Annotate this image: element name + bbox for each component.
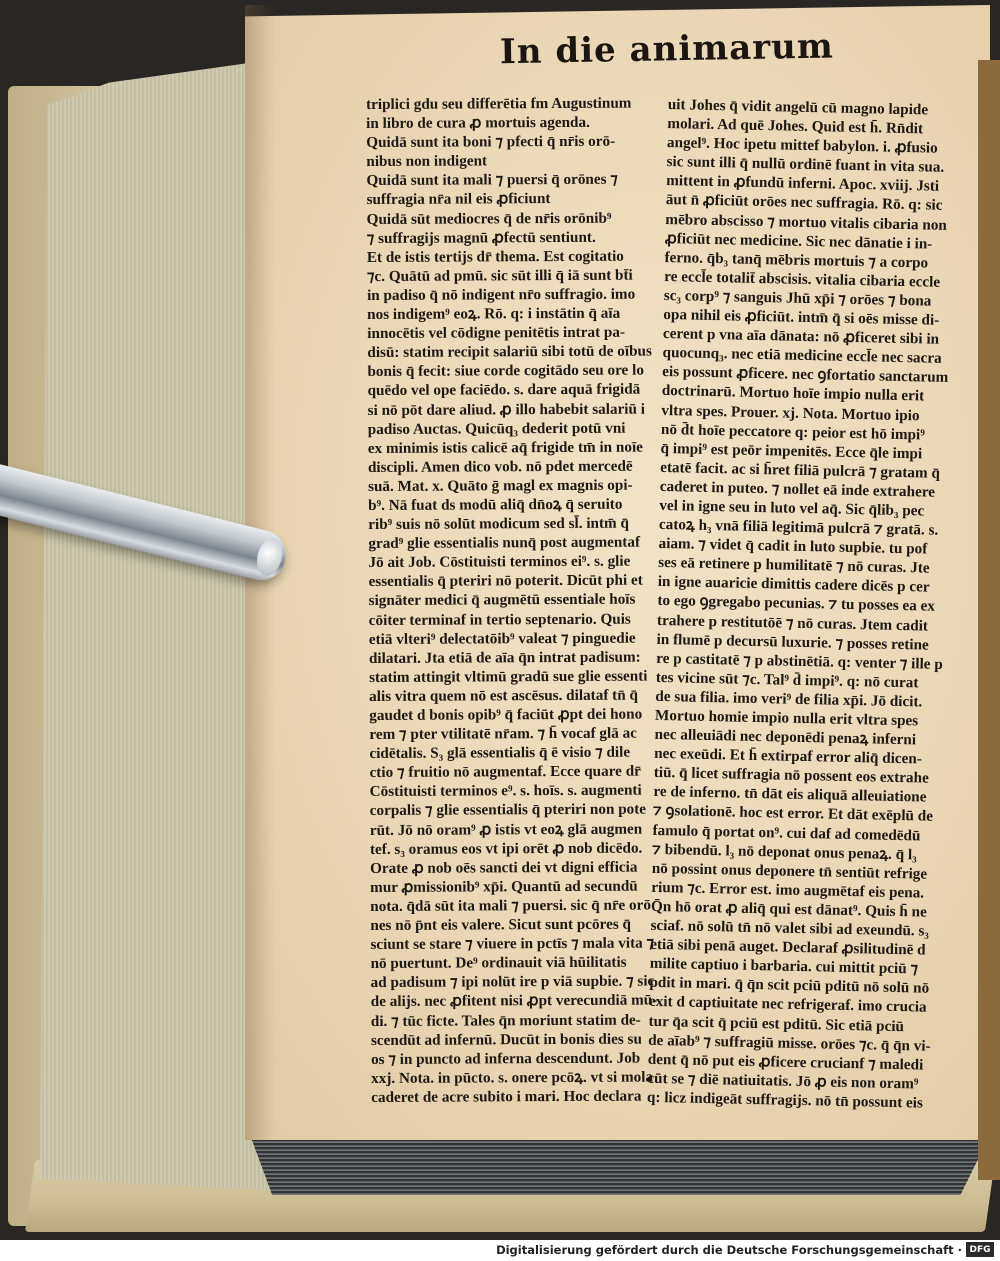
text-line: corpalis ⁊ glie essentialis q̄ pteriri non pote bbox=[369, 801, 647, 820]
text-line: exit d captiuitate nec refrigeraf. imo crucia bbox=[648, 993, 927, 1017]
text-line: sc₃ corp⁹ ⁊ sanguis Jhū xp̄i ⁊ orōes ⁊ bona bbox=[663, 286, 932, 310]
text-line: in igne auaricie dimittis cadere dicēs p cer bbox=[657, 573, 930, 596]
dfg-logo: DFG bbox=[966, 1242, 994, 1257]
text-line: xxj. Nota. in pūcto. s. onere pcōꝝ. vt si mola bbox=[371, 1068, 654, 1087]
text-line: sciunt se stare ⁊ viuere in pctīs ⁊ mala vita ⁊ bbox=[370, 934, 655, 954]
text-line: ⁊ ꝯsolationē. hoc est error. Et dāt exēplū de bbox=[652, 802, 934, 826]
text-line: ⁊ suffragijs magnū ꝓfectū sentiunt. bbox=[366, 228, 596, 247]
text-line: grad⁹ glie essentialis nunq̄ post augmentaf bbox=[368, 533, 641, 553]
text-line: tes vicine sūt ⁊c. Tal⁹ d̄ impi⁹. q: nō curat bbox=[655, 668, 919, 692]
text-line: quēdo vel ope faciēdo. s. dare aquā frigidā bbox=[367, 380, 641, 400]
text-line: dilatari. Jta etiā de aīa q̄n intrat padisum: bbox=[368, 648, 641, 667]
text-line: ses eā retinere p humilitatē ⁊ nō curas. Jte bbox=[658, 554, 930, 577]
text-line: nes nō p̄nt eis valere. Sicut sunt pcōres q̄ bbox=[370, 915, 631, 935]
text-line: nec alleuiādi nec deponēdi penaꝝ inferni bbox=[654, 725, 917, 749]
text-line: q̄ impi⁹ est peōr impenitēs. Ecce q̄le impi bbox=[660, 439, 923, 463]
text-line: mur ꝓmissionib⁹ xp̄i. Quantū ad secundū bbox=[370, 877, 638, 896]
text-line: opa nihil eis ꝓficiūt. intm̄ q̄ si oēs misse di- bbox=[663, 305, 940, 329]
text-line: in libro de cura ꝓ mortuis agenda. bbox=[366, 113, 590, 133]
text-line: ꝓficiūt nec medicine. Sic nec dānatie i in- bbox=[664, 229, 933, 253]
text-line: scendūt ad infernū. Ducūt in bonis dies su bbox=[370, 1030, 642, 1049]
text-line: ⁊c. Quātū ad pmū. sic sūt illi q̄ iā sunt bt̄i bbox=[366, 266, 633, 285]
facing-page-edge bbox=[978, 60, 1000, 1180]
text-line: quocunq₃. nec etiā medicine eccl̄e nec sacra bbox=[662, 344, 942, 368]
text-line: si nō pōt dare aliud. ꝓ illo habebit salariū i bbox=[367, 400, 646, 419]
text-line: signāter medici q̄ augmētū essentiale hoīs bbox=[368, 591, 636, 610]
running-header: In die animarum bbox=[499, 26, 835, 73]
funding-credit: Digitalisierung gefördert durch die Deutsche Forschungsgemeinschaft · bbox=[496, 1243, 962, 1257]
text-line: ferno. q̄b₃ tanq̄ mēbris mortuis ⁊ a corpo bbox=[664, 248, 929, 272]
text-line: di. ⁊ tūc ficte. Tales q̄n moriunt statim de- bbox=[370, 1011, 641, 1030]
text-line: caderet in puteo. ⁊ nollet eā inde extrahere bbox=[659, 477, 936, 501]
text-line: caderet de acre subito i mari. Hoc declara bbox=[371, 1087, 642, 1106]
text-line: tur q̄a scit q̄ pciū est pditū. Sic etiā pciū bbox=[648, 1012, 905, 1035]
text-line: to ego ꝯgregabo pecunias. ⁊ tu posses ea ex bbox=[657, 592, 936, 616]
text-line: ctio ⁊ fruitio nō augmentaf. Ecce quare dr̄ bbox=[369, 762, 641, 782]
text-line: āut n̄ ꝓficiūt orōes nec suffragia. Rō. q: sic bbox=[665, 191, 943, 215]
text-line: bonis q̄ fecit: siue corde cogitādo seu ore lo bbox=[367, 361, 644, 381]
text-line: nō possint onus deponere tn̄ sentiūt refrige bbox=[651, 859, 928, 883]
text-line: Jō ait Job. Cōstituisti terminos ei⁹. s. glie bbox=[368, 552, 631, 572]
text-line: discipli. Amen dico vob. nō pdet mercedē bbox=[367, 457, 633, 476]
text-line: rium ⁊c. Error est. imo augmētaf eis pena. bbox=[651, 878, 925, 902]
text-line: in flumē p decursū luxurie. ⁊ posses retine bbox=[656, 630, 929, 654]
text-column-right bbox=[647, 95, 964, 1113]
text-line: nec exeūdi. Et h̄ extirpaf error aliq̄ dicen- bbox=[654, 745, 923, 768]
text-line: essentialis q̄ pteriri nō poterit. Dicūt phi et bbox=[368, 571, 643, 591]
text-line: nō d̄t hoīe peccatore q: peior est hō impi⁹ bbox=[660, 420, 925, 444]
text-line: Orate ꝓ nob oēs sancti dei vt digni efficia bbox=[370, 858, 638, 877]
text-line: cūt se ⁊ diē natiuitatis. Jō ꝓ eis non oram⁹ bbox=[647, 1069, 919, 1093]
text-line: etatē facit. ac si h̄ret filiā pulcrā ⁊ gratam q̄ bbox=[660, 458, 941, 482]
text-line: doctrinarū. Mortuo hoīe impio nulla erit bbox=[661, 382, 925, 405]
text-line: vel in igne seu in luto vel aq̄. Sic q̄lib₃ pec bbox=[659, 496, 925, 520]
text-line: ex minimis istis calicē aq̄ frigide tm̄ in noīe bbox=[367, 438, 643, 457]
text-line: etiā vlteri⁹ delectatōib⁹ valeat ⁊ pinguedie bbox=[368, 629, 636, 648]
text-line: tiū. q̄ licet suffragia nō possent eos extrahe bbox=[653, 764, 929, 787]
text-line: rūt. Jō nō oram⁹ ꝓ istis vt eoꝝ glā augmen bbox=[369, 820, 643, 839]
text-line: rib⁹ suis nō solūt modicum sed sl̄. intm̄ q̄ bbox=[368, 514, 629, 534]
text-line: re de inferno. tn̄ dāt eis aliquā alleuiatione bbox=[653, 783, 927, 806]
text-line: nibus non indigent bbox=[366, 152, 488, 171]
text-line: os ⁊ in puncto ad inferna descendunt. Job bbox=[371, 1049, 641, 1068]
text-line: nos indigem⁹ eoꝝ. Rō. q: i instātin q̄ aīa bbox=[367, 304, 621, 324]
text-line: cōiter terminaf in tertio septenario. Quis bbox=[368, 610, 631, 629]
text-column-left bbox=[366, 93, 671, 1107]
text-line: Quidā sūt mediocres q̄ de nr̄is orōnib⁹ bbox=[366, 209, 612, 228]
text-line: Cōstituisti terminos e⁹. s. hoīs. s. augmenti bbox=[369, 781, 642, 801]
text-line: suā. Mat. x. Quāto ḡ magl ex magnis opi- bbox=[368, 476, 633, 495]
text-line: Mortuo homie impio nulla erit vltra spes bbox=[654, 706, 919, 730]
text-line: etiā sibi penā auget. Declaraf ꝓsilitudinē d bbox=[650, 935, 926, 959]
text-line: triplici gdu seu differētia fm Augustinum bbox=[366, 94, 632, 113]
text-line: statim attingit vltimū gradū sue glie essenti bbox=[369, 667, 648, 686]
text-line: milite captiuo i barbaria. cui mittit pciū ⁊ bbox=[649, 955, 919, 978]
text-line: Quidā sunt ita boni ⁊ pfecti q̄ nr̄is orō- bbox=[366, 132, 616, 152]
text-line: q: licz indigeāt suffragijs. nō tn̄ possunt eis bbox=[646, 1088, 924, 1112]
text-line: re eccl̄e totalit̄ abscisis. vitalia cibaria eccle bbox=[664, 267, 941, 291]
text-line: eis possunt ꝓficere. nec ꝯfortatio sanctarum bbox=[662, 363, 949, 387]
text-line: nō puertunt. De⁹ ordinauit viā hūilitatis bbox=[370, 953, 627, 973]
text-line: mittent in ꝓfundū inferni. Apoc. xviij. Jsti bbox=[666, 172, 940, 196]
text-line: de aīab⁹ ⁊ suffragiū misse. orōes ⁊c. q̄ q̄n vi- bbox=[648, 1031, 931, 1055]
text-line: vltra spes. Prouer. xj. Nota. Mortuo ipio bbox=[661, 401, 920, 424]
text-line: uit Johes q̄ vidit angelū cū magno lapide bbox=[667, 95, 929, 119]
text-line: catoꝝ h₃ vnā filiā legitimā pulcrā ⁊ gratā. s. bbox=[658, 515, 939, 539]
text-line: innocētis vel cōdigne penitētis intrat pa- bbox=[367, 323, 626, 343]
text-line: dent q̄ nō put eis ꝓficere crucianf ⁊ maledi bbox=[647, 1050, 924, 1074]
page-fore-edge bbox=[40, 60, 270, 1190]
text-line: padiso Auctas. Quicūq₃ dederit potū vni bbox=[367, 419, 626, 438]
text-line: sic sunt illi q̄ nullū ordinē fuant in vita sua. bbox=[666, 153, 945, 177]
text-line: tef. s₃ oramus eos vt ipi orēt ꝓ nob dicēdo. bbox=[369, 839, 643, 858]
text-line: cidētalis. S₃ glā essentialis q̄ ē visio ⁊ dile bbox=[369, 743, 631, 763]
text-line: suffragia nr̄a nil eis ꝓficiunt bbox=[366, 190, 551, 209]
text-line: Et de istis tertijs dr̄ thema. Est cogitatio bbox=[366, 247, 624, 266]
text-line: gaudet d bonis opib⁹ q̄ faciūt ꝓpt dei hono bbox=[369, 705, 643, 724]
text-line: famulo q̄ portat on⁹. cui daf ad comedēdū bbox=[652, 821, 921, 845]
text-line: disū: statim recipit salariū sibi totū de oībus bbox=[367, 342, 652, 362]
text-line: cerent p vna aīa dānata: nō ꝓficeret sibi in bbox=[662, 325, 940, 348]
text-line: de alijs. nec ꝓfitent nisi ꝓpt verecundiā mū- bbox=[370, 991, 658, 1011]
text-line: Q̄n hō orat ꝓ aliq̄ qui est dānat⁹. Quis h̄ ne bbox=[650, 897, 927, 921]
footer-bar bbox=[0, 1240, 1000, 1261]
text-line: ⁊ bibendū. l₃ nō deponat onus penaꝝ. q̄ l₃ bbox=[652, 840, 917, 864]
page-bottom-edge bbox=[250, 1135, 990, 1195]
text-line: nota. q̄dā sūt ita mali ⁊ puersi. sic q̄ nr̄e orō bbox=[370, 896, 651, 915]
text-line: rem ⁊ pter vtilitatē nr̄am. ⁊ h̄ vocaf glā ac bbox=[369, 724, 637, 744]
text-line: pdit in mari. q̄ q̄n scit pciū pditū nō solū nō bbox=[649, 974, 930, 997]
text-line: re p castitatē ⁊ p abstinētiā. q: venter ⁊ ille p bbox=[656, 649, 943, 673]
text-line: angel⁹. Hoc ipetu mittef babylon. i. ꝓfusio bbox=[666, 134, 938, 157]
text-line: trahere p restitutōē ⁊ nō curas. Jtem cadit bbox=[656, 611, 929, 635]
text-line: in padiso q̄ nō indigent nr̄o suffragio. imo bbox=[367, 285, 636, 304]
text-line: sciaf. nō solū tn̄ nō valet sibi ad exeundū. s₃ bbox=[650, 916, 930, 940]
text-line: Quidā sunt ita mali ⁊ puersi q̄ orōnes ⁊ bbox=[366, 171, 618, 190]
text-line: alis vitra quem nō est ascēsus. dilataf tn̄ q̄ bbox=[369, 686, 638, 705]
text-line: ad padisum ⁊ ipi nolūt ire p viā supbie. ⁊ sic bbox=[370, 972, 655, 992]
text-line: de sua filia. imo veri⁹ de filia xp̄i. Jō dicit. bbox=[655, 687, 923, 711]
text-line: mēbro abscisso ⁊ mortuo vitalis cibaria non bbox=[665, 210, 948, 234]
text-line: molari. Ad quē Johes. Quid est h̄. Rn̄dit bbox=[667, 115, 924, 138]
text-line: b⁹. Nā fuat ds modū aliq̄ dn̄oꝝ q̄ seruito bbox=[368, 495, 623, 514]
text-line: aiam. ⁊ videt q̄ cadit in luto supbie. tu pof bbox=[658, 535, 928, 558]
